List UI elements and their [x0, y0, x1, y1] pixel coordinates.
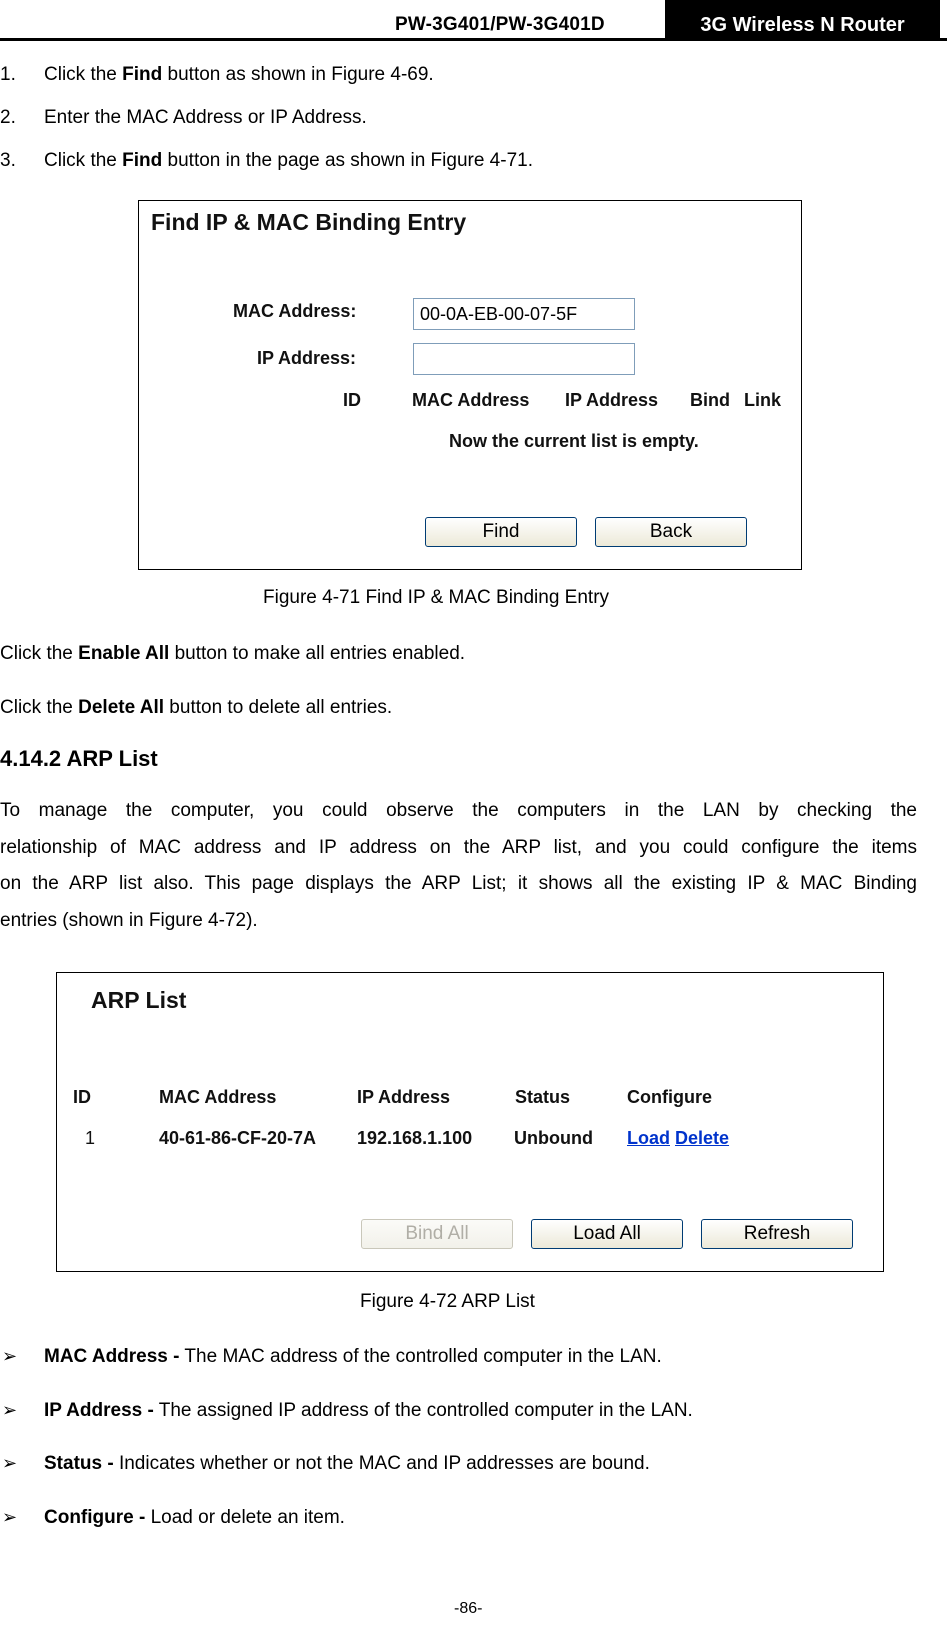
figure-arp-list — [56, 972, 884, 1272]
column-configure: Configure — [627, 1087, 712, 1107]
column-mac-address: MAC Address — [412, 390, 530, 410]
column-ip-address: IP Address — [565, 390, 659, 410]
row-mac-address: 40-61-86-CF-20-7A — [159, 1128, 317, 1148]
definition-text: Status - Indicates whether or not the MAC and IP addresses are bound. — [44, 1453, 650, 1474]
section-heading: 4.14.2 ARP List — [0, 746, 158, 771]
column-bind: Bind — [690, 390, 730, 410]
step-text: Click the Find button in the page as shown in Figure 4-71. — [44, 150, 533, 171]
empty-list-message: Now the current list is empty. — [449, 431, 699, 451]
paragraph-line: To manage the computer, you could observe the computers in the LAN by checking the — [0, 800, 917, 821]
definition-ip-address — [0, 1400, 900, 1426]
back-button[interactable]: Back — [595, 517, 747, 547]
step-1 — [0, 64, 900, 88]
definition-status — [0, 1453, 900, 1479]
row-id: 1 — [85, 1128, 96, 1148]
column-id: ID — [73, 1087, 91, 1107]
definition-mac-address — [0, 1346, 900, 1372]
header-model: PW-3G401/PW-3G401D — [395, 14, 605, 35]
step-number: 1. — [0, 64, 16, 85]
header-product-tab: 3G Wireless N Router — [665, 0, 940, 38]
load-all-button[interactable]: Load All — [531, 1219, 683, 1249]
step-2 — [0, 107, 900, 131]
row-ip-address: 192.168.1.100 — [357, 1128, 473, 1148]
bind-all-button[interactable]: Bind All — [361, 1219, 513, 1249]
definition-text: Configure - Load or delete an item. — [44, 1507, 345, 1528]
figure-title: ARP List — [91, 987, 187, 1013]
step-number: 2. — [0, 107, 16, 128]
figure-72-caption: Figure 4-72 ARP List — [360, 1291, 535, 1312]
step-text: Click the Find button as shown in Figure 4-69. — [44, 64, 434, 85]
column-mac-address: MAC Address — [159, 1087, 277, 1107]
column-ip-address: IP Address — [357, 1087, 451, 1107]
bullet-arrow-icon: ➢ — [2, 1346, 18, 1366]
page-number: -86- — [454, 1600, 483, 1617]
header-rule — [0, 38, 947, 41]
figure-title: Find IP & MAC Binding Entry — [151, 209, 467, 235]
figure-find-binding-entry — [138, 200, 802, 570]
ip-address-label: IP Address: — [257, 348, 357, 368]
mac-address-input[interactable] — [413, 298, 635, 330]
delete-link[interactable]: Delete — [675, 1128, 730, 1148]
refresh-button[interactable]: Refresh — [701, 1219, 853, 1249]
step-text: Enter the MAC Address or IP Address. — [44, 107, 367, 128]
mac-address-label: MAC Address: — [233, 301, 357, 321]
bullet-arrow-icon: ➢ — [2, 1453, 18, 1473]
column-link: Link — [744, 390, 782, 410]
column-id: ID — [343, 390, 361, 410]
section-paragraph — [0, 793, 917, 939]
paragraph-line: on the ARP list also. This page displays the ARP List; it shows all the existing IP & MAC Binding — [0, 873, 917, 894]
definition-configure — [0, 1507, 900, 1533]
bullet-arrow-icon: ➢ — [2, 1507, 18, 1527]
paragraph-line: relationship of MAC address and IP address on the ARP list, and you could configure the items — [0, 836, 917, 858]
column-status: Status — [515, 1087, 571, 1107]
step-3 — [0, 150, 900, 174]
row-status: Unbound — [514, 1128, 593, 1148]
definition-text: MAC Address - The MAC address of the controlled computer in the LAN. — [44, 1346, 662, 1367]
note-delete-all: Click the Delete All button to delete all entries. — [0, 697, 393, 718]
find-button[interactable]: Find — [425, 517, 577, 547]
load-link[interactable]: Load — [627, 1128, 670, 1148]
paragraph-line: entries (shown in Figure 4-72). — [0, 909, 258, 931]
ip-address-input[interactable] — [413, 343, 635, 375]
definition-text: IP Address - The assigned IP address of the controlled computer in the LAN. — [44, 1400, 693, 1421]
note-enable-all: Click the Enable All button to make all entries enabled. — [0, 643, 466, 664]
bullet-arrow-icon: ➢ — [2, 1400, 18, 1420]
figure-71-caption: Figure 4-71 Find IP & MAC Binding Entry — [263, 587, 610, 608]
step-number: 3. — [0, 150, 16, 171]
